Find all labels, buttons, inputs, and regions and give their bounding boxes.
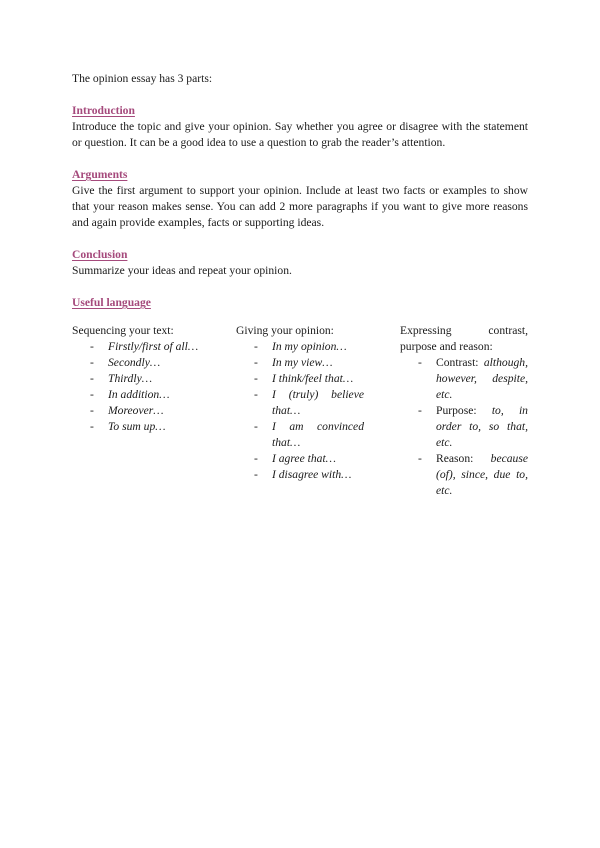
dash-bullet: - — [90, 372, 94, 385]
list-item: - Firstly/first of all… — [90, 340, 199, 353]
dash-bullet: - — [254, 340, 258, 353]
heading-useful-language: Useful language — [72, 296, 151, 309]
useful-language-columns — [72, 323, 528, 499]
dash-bullet: - — [90, 420, 94, 433]
list-item: - I am convinced that… — [254, 420, 364, 449]
list-item: - I (truly) believe that… — [254, 388, 364, 417]
dash-bullet: - — [254, 468, 258, 481]
dash-bullet: - — [418, 356, 422, 369]
contrast-list — [400, 355, 528, 499]
section-useful-language — [72, 295, 528, 499]
conclusion-text: Summarize your ideas and repeat your opinion. — [72, 264, 292, 277]
dash-bullet: - — [90, 356, 94, 369]
section-arguments — [72, 167, 528, 231]
list-item — [400, 451, 528, 499]
list-item: - Moreover… — [90, 404, 164, 417]
list-item — [400, 403, 528, 451]
contrast-title-line2: purpose and reason: — [400, 340, 493, 353]
dash-bullet: - — [418, 404, 422, 417]
list-item: - In my opinion… — [254, 340, 347, 353]
heading-conclusion: Conclusion — [72, 248, 128, 261]
sequencing-column — [72, 323, 236, 499]
opinion-list — [236, 339, 364, 483]
dash-bullet: - — [254, 372, 258, 385]
list-item: - Secondly… — [90, 356, 161, 369]
item-label: Contrast: — [436, 356, 479, 369]
dash-bullet: - — [90, 404, 94, 417]
sequencing-title: Sequencing your text: — [72, 324, 174, 337]
contrast-column — [400, 323, 528, 499]
introduction-text: Introduce the topic and give your opinion. Say whether you agree or disagree with the statement or question. It can be a good idea to use a question to grab the reader’s attention. — [72, 120, 528, 149]
dash-bullet: - — [90, 388, 94, 401]
section-conclusion — [72, 247, 528, 279]
dash-bullet: - — [254, 420, 258, 433]
intro-line: The opinion essay has 3 parts: — [72, 72, 213, 85]
list-item: - Thirdly… — [90, 372, 153, 385]
list-item: - In my view… — [254, 356, 333, 369]
opinion-title: Giving your opinion: — [236, 324, 334, 337]
dash-bullet: - — [254, 388, 258, 401]
dash-bullet: - — [418, 452, 422, 465]
list-item: - I think/feel that… — [254, 372, 354, 385]
list-item — [400, 355, 528, 403]
opinion-column — [236, 323, 400, 499]
item-label: Purpose: — [436, 404, 477, 417]
dash-bullet: - — [254, 452, 258, 465]
heading-introduction: Introduction — [72, 104, 135, 117]
item-examples: although, however, despite, etc. — [436, 356, 528, 401]
list-item: - To sum up… — [90, 420, 166, 433]
document-page — [72, 71, 528, 515]
list-item: - I agree that… — [254, 452, 336, 465]
item-examples: to, in order to, so that, etc. — [436, 404, 528, 449]
sequencing-list — [72, 339, 204, 435]
arguments-text: Give the first argument to support your opinion. Include at least two facts or examples to show that your reason makes sense. You can add 2 more paragraphs if you want to give more reasons and again provide examples, facts or supporting ideas. — [72, 184, 528, 229]
contrast-title-line1: Expressing contrast, — [400, 324, 528, 337]
dash-bullet: - — [90, 340, 94, 353]
section-introduction — [72, 103, 528, 151]
item-label: Reason: — [436, 452, 474, 465]
list-item: - In addition… — [90, 388, 170, 401]
item-examples: because (of), since, due to, etc. — [436, 452, 528, 497]
list-item: - I disagree with… — [254, 468, 352, 481]
heading-arguments: Arguments — [72, 168, 128, 181]
dash-bullet: - — [254, 356, 258, 369]
